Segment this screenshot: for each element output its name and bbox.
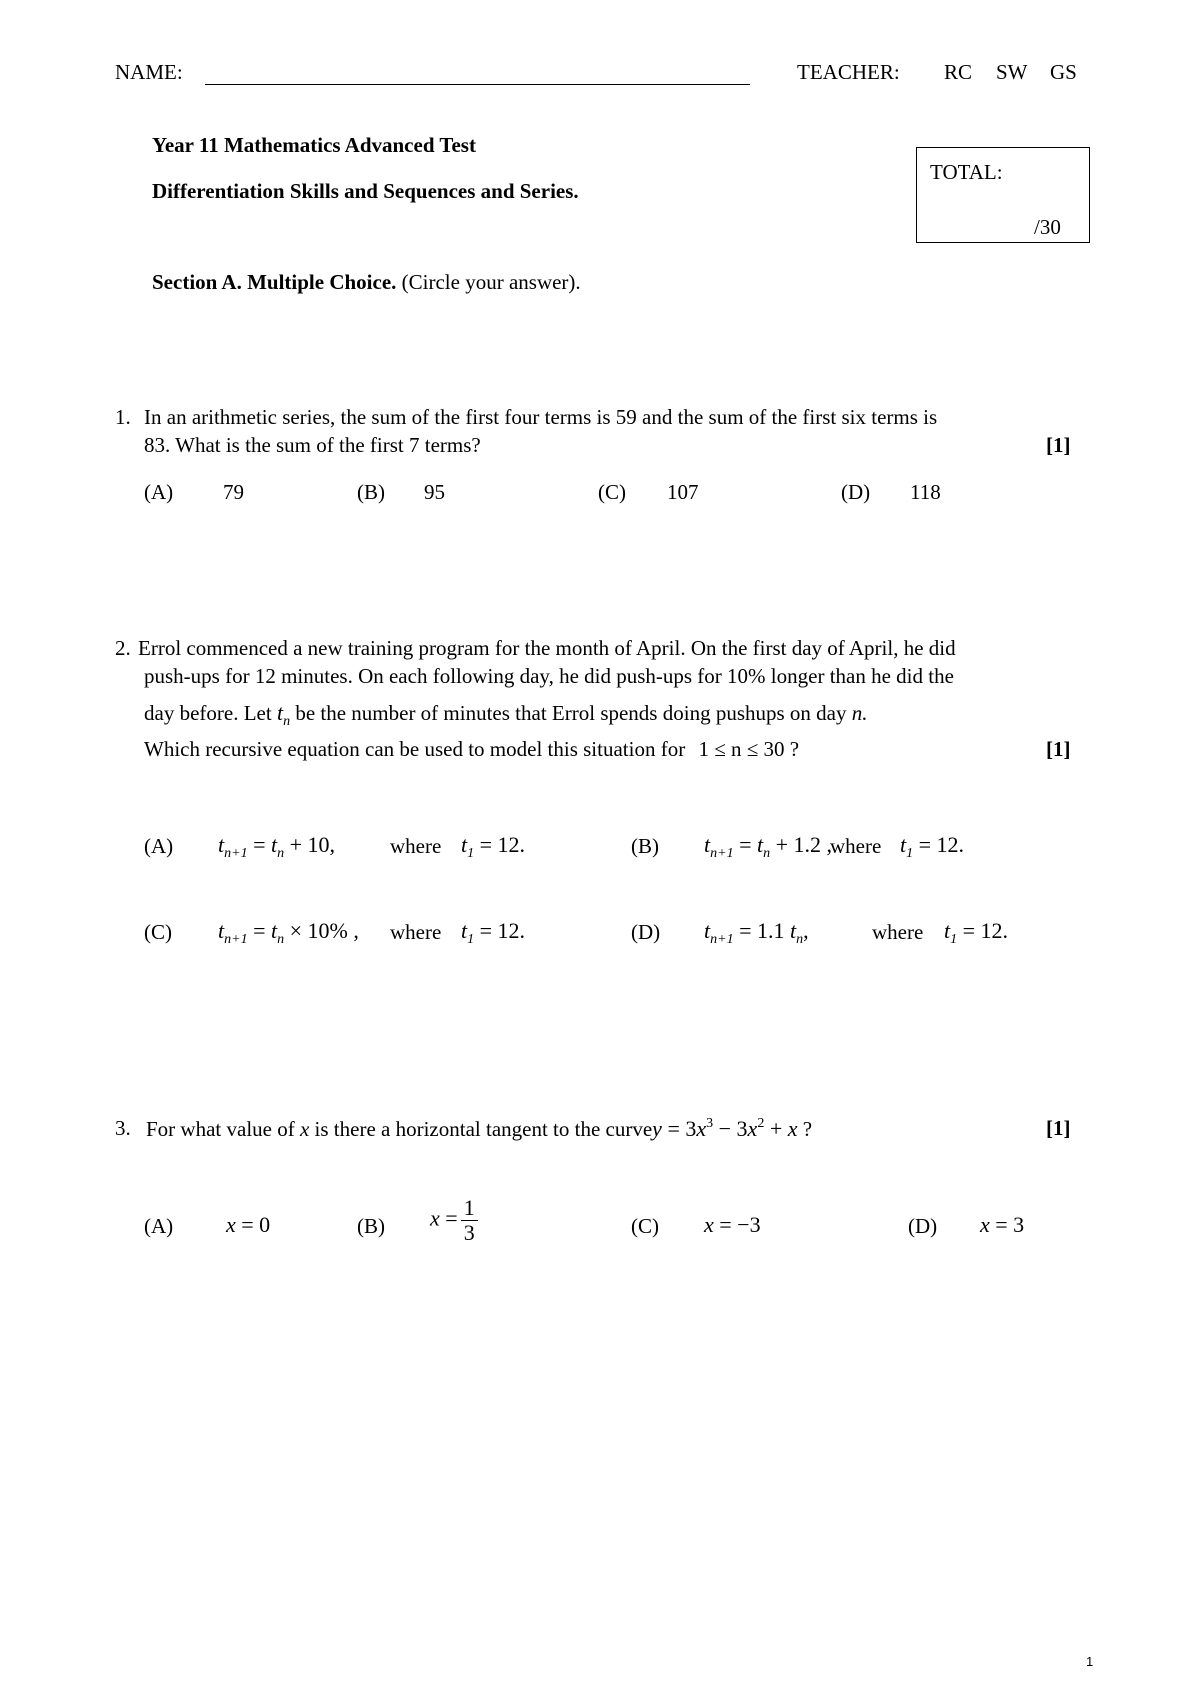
q2-option-c-expr[interactable]: $t_{n+1} = t_n \times 10\%$ , [218, 918, 359, 947]
q2-range: 1 ≤ n ≤ 30 [698, 737, 785, 761]
q2-option-b-where: where [830, 834, 882, 858]
q2-line4 [144, 737, 799, 762]
q3-option-c-expr[interactable]: x = −3 [704, 1212, 761, 1237]
teacher-label: TEACHER: [797, 60, 900, 84]
q3-option-d-expr[interactable]: x = 3 [980, 1212, 1025, 1237]
q1-number: 1. [115, 405, 131, 429]
q3-text-b: is there a horizontal tangent to the curve [314, 1117, 653, 1141]
q2-line4-text: Which recursive equation can be used to model this situation for [144, 737, 686, 761]
q3-option-c[interactable]: (C) [631, 1214, 659, 1238]
section-a-instruction: (Circle your answer). [401, 270, 581, 294]
test-subtitle: Differentiation Skills and Sequences and Series. [152, 179, 579, 203]
q2-var-sub: n [283, 714, 291, 729]
q2-option-a-expr[interactable]: $t_{n+1} = t_n + 10$, [218, 832, 336, 861]
q1-option-d-value[interactable]: 118 [910, 480, 941, 504]
test-title: Year 11 Mathematics Advanced Test [152, 133, 476, 157]
q2-option-a-where: where [390, 834, 442, 858]
q2-option-c-cond: $t_1 = 12$. [461, 918, 526, 947]
teacher-option-gs[interactable]: GS [1050, 60, 1077, 84]
name-label: NAME: [115, 60, 183, 84]
q3-option-a[interactable]: (A) [144, 1214, 174, 1238]
q3-option-b[interactable]: (B) [357, 1214, 385, 1238]
q1-option-a-letter: (A) [144, 480, 174, 504]
q2-option-d-expr[interactable]: $t_{n+1} = 1.1$ $t_n$, [704, 918, 809, 947]
section-a-title: Section A. Multiple Choice. [152, 270, 397, 294]
q1-line1: In an arithmetic series, the sum of the first four terms is 59 and the sum of the first six terms is [144, 405, 938, 429]
q2-number: 2. [115, 636, 131, 660]
q3-marks: [1] [1046, 1116, 1071, 1140]
q2-option-d-cond: $t_1 = 12$. [944, 918, 1009, 947]
q2-option-c-where: where [390, 920, 442, 944]
name-input-line[interactable] [205, 84, 750, 85]
q2-line4-qmark: ? [789, 737, 800, 761]
q3-number: 3. [115, 1116, 131, 1140]
q3-option-b-expr[interactable]: x = $\frac{1}{3}$ [430, 1196, 481, 1245]
q1-option-a[interactable] [144, 480, 173, 505]
total-label: TOTAL: [930, 160, 1003, 184]
q3-curve-equation: $y = 3x^3 - 3x^2 + x$ [652, 1116, 798, 1141]
q1-option-c-value[interactable]: 107 [667, 480, 699, 504]
q3-var-x: x [299, 1117, 310, 1141]
q2-option-b[interactable]: (B) [631, 834, 659, 858]
q1-option-c[interactable]: (C) [598, 480, 626, 504]
q1-marks: [1] [1046, 433, 1071, 457]
q2-option-b-expr[interactable]: $t_{n+1} = t_n + 1.2$ , [704, 832, 833, 861]
q3-text-a: For what value of [146, 1117, 295, 1141]
q1-option-b[interactable]: (B) [357, 480, 385, 504]
total-out-of: /30 [1034, 215, 1061, 239]
q2-marks: [1] [1046, 737, 1071, 761]
teacher-option-sw[interactable]: SW [996, 60, 1028, 84]
q2-option-c[interactable]: (C) [144, 920, 172, 944]
q2-option-a-cond: $t_1 = 12$. [461, 832, 526, 861]
q2-line1: Errol commenced a new training program for the month of April. On the first day of April, he did [138, 636, 956, 660]
q3-frac-num: 1 [461, 1196, 478, 1221]
q3-frac-den: 3 [463, 1220, 475, 1245]
q3-text [146, 1116, 812, 1142]
q1-option-d[interactable]: (D) [841, 480, 871, 504]
q2-line3-text: day before. Let [144, 701, 272, 725]
q1-option-a-value[interactable]: 79 [223, 480, 244, 504]
q3-option-d[interactable]: (D) [908, 1214, 938, 1238]
q2-option-b-cond: $t_1 = 12$. [900, 832, 965, 861]
q2-var-tn [276, 700, 291, 729]
q2-option-d-where: where [872, 920, 924, 944]
q2-option-d[interactable]: (D) [631, 920, 661, 944]
page-number: 1 [1086, 1654, 1094, 1669]
teacher-option-rc[interactable]: RC [944, 60, 973, 84]
q2-option-a[interactable]: (A) [144, 834, 174, 858]
q2-line3-text-b: be the number of minutes that Errol spends doing pushups on day [295, 701, 847, 725]
q2-var-t: t [276, 700, 284, 725]
q2-line2: push-ups for 12 minutes. On each following day, he did push-ups for 10% longer than he did the [144, 664, 954, 688]
q3-qmark: ? [802, 1117, 813, 1141]
section-a-heading [152, 270, 581, 295]
q2-var-n: n. [851, 701, 868, 725]
q2-line3 [144, 700, 868, 729]
q1-option-b-value[interactable]: 95 [424, 480, 445, 504]
q3-option-a-expr[interactable]: x = 0 [226, 1212, 271, 1237]
q1-line2: 83. What is the sum of the first 7 terms? [144, 433, 481, 457]
